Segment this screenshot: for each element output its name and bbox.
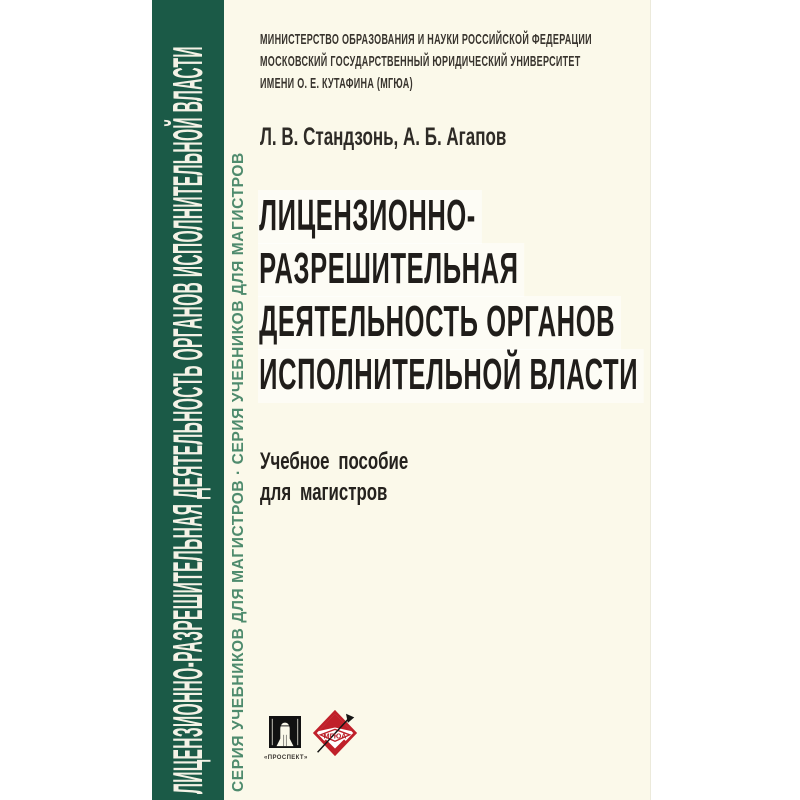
subtitle-line1-text: Учебное пособие	[260, 447, 409, 475]
subtitle-line	[260, 446, 472, 477]
subtitle-line2-text: для магистров	[260, 478, 388, 506]
ministry-line2-text: МОСКОВСКИЙ ГОСУДАРСТВЕННЫЙ ЮРИДИЧЕСКИЙ УНИВЕРСИТЕТ	[260, 52, 581, 70]
book-title-line	[258, 349, 800, 402]
spine-vertical-title-text: ЛИЦЕНЗИОННО-РАЗРЕШИТЕЛЬНАЯ ДЕЯТЕЛЬНОСТЬ ОРГАНОВ ИСПОЛНИТЕЛЬНОЙ ВЛАСТИ	[164, 46, 211, 794]
prospekt-gate-icon	[269, 716, 301, 748]
book-title-line	[258, 296, 800, 349]
prospekt-publisher-logo	[264, 716, 306, 761]
book-title-line1-text: ЛИЦЕНЗИОННО-	[258, 190, 482, 244]
ministry-line	[260, 50, 800, 72]
mgua-university-emblem	[313, 708, 357, 758]
authors-text: Л. В. Стандзонь, А. Б. Агапов	[260, 122, 507, 151]
ministry-line	[260, 72, 800, 94]
book-title-line2-text: РАЗРЕШИТЕЛЬНАЯ	[258, 243, 524, 297]
prospekt-label: «ПРОСПЕКТ»	[264, 755, 308, 761]
series-vertical-strip	[226, 0, 252, 800]
book-title-line3-text: ДЕЯТЕЛЬНОСТЬ ОРГАНОВ	[258, 296, 621, 350]
mgua-diamond-emblem-icon	[313, 708, 357, 758]
book-title-line4-text: ИСПОЛНИТЕЛЬНОЙ ВЛАСТИ	[258, 349, 644, 403]
authors-line	[260, 120, 622, 154]
spine-vertical-title	[152, 0, 224, 800]
ministry-line	[260, 28, 800, 50]
mgua-label: МГЮА	[323, 731, 347, 741]
book-title-line	[258, 190, 800, 243]
subtitle	[260, 446, 472, 508]
book-title	[258, 190, 800, 402]
book-cover	[152, 0, 651, 800]
ministry-header	[260, 28, 800, 94]
ministry-line1-text: МИНИСТЕРСТВО ОБРАЗОВАНИЯ И НАУКИ РОССИЙСКОЙ ФЕДЕРАЦИИ	[260, 30, 592, 48]
book-title-line	[258, 243, 800, 296]
series-vertical-text: СЕРИЯ УЧЕБНИКОВ ДЛЯ МАГИСТРОВ · СЕРИЯ УЧЕБНИКОВ ДЛЯ МАГИСТРОВ	[230, 152, 247, 792]
ministry-line3-text: ИМЕНИ О. Е. КУТАФИНА (МГЮА)	[260, 74, 413, 92]
subtitle-line	[260, 477, 472, 508]
